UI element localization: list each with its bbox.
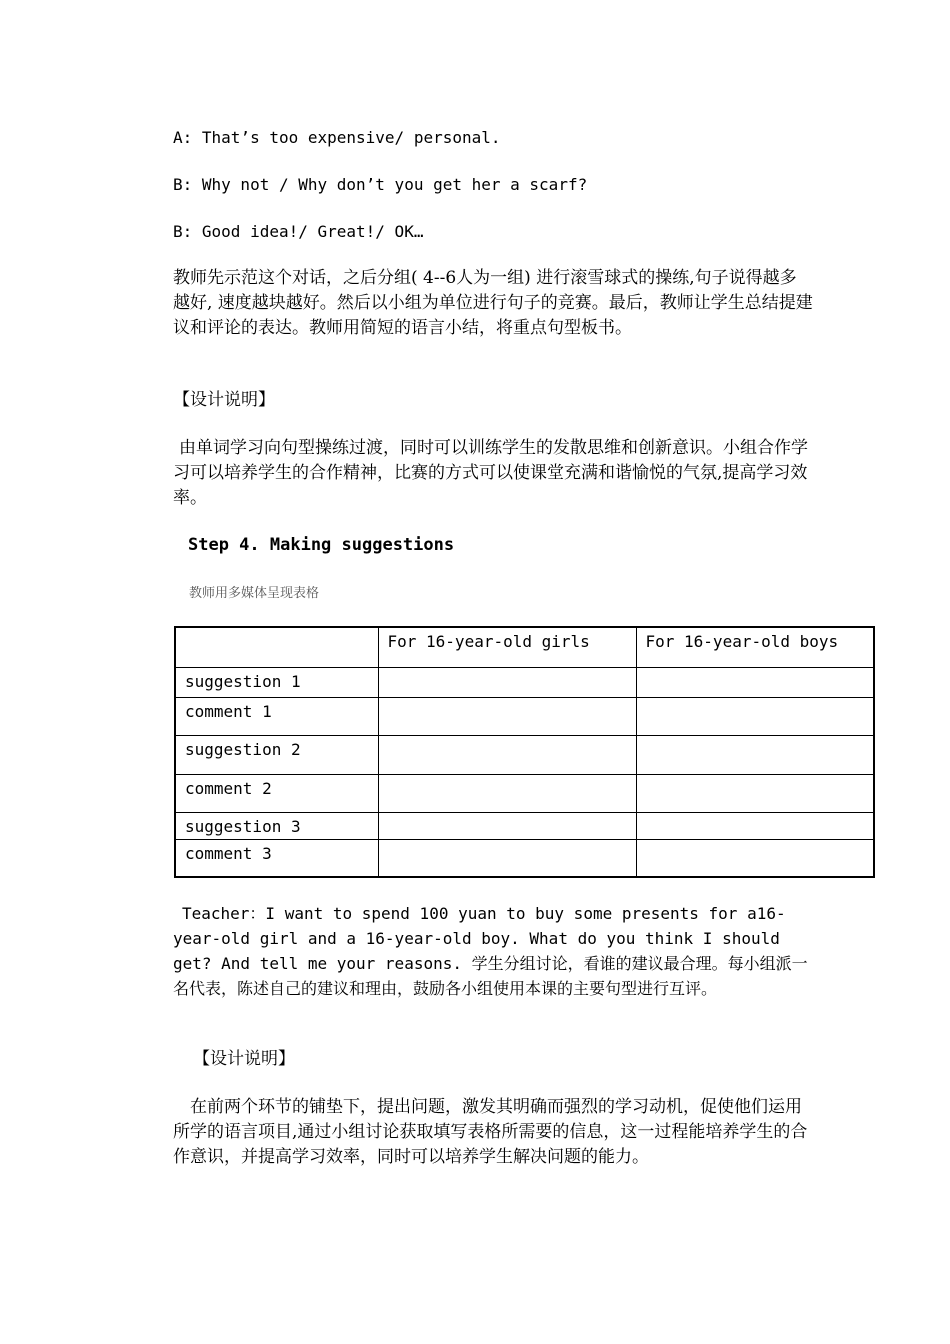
- table-cell: comment 1: [175, 697, 378, 735]
- table-cell: [636, 697, 874, 735]
- table-cell: [378, 839, 636, 877]
- table-row: [175, 697, 874, 735]
- teacher-paragraph: Teacher：I want to spend 100 yuan to buy some presents for a16-year-old girl and a 16-year-old boy. What do you think I should get? And tell me your reasons. 学生分组讨论，看谁的建议最合理。每小组派一名代表，陈述自己的建议和理由，鼓励各小组使用本课的主要句型进行互评。: [173, 904, 808, 998]
- table-row: [175, 667, 874, 697]
- table-row: [175, 774, 874, 812]
- suggestions-table: [174, 626, 875, 878]
- table-cell: [378, 774, 636, 812]
- step4-caption: 教师用多媒体呈现表格: [189, 586, 320, 601]
- dialogue-line-1: A: That’s too expensive/ personal.: [173, 128, 501, 147]
- teacher-demo-paragraph: 教师先示范这个对话，之后分组( 4--6人为一组) 进行滚雪球式的操练,句子说得越多越好, 速度越块越好。然后以小组为单位进行句子的竞赛。最后，教师让学生总结提建议和评论的表达。教师用简短的语言小结，将重点句型板书。: [173, 268, 813, 338]
- table-row: [175, 735, 874, 774]
- table-cell: suggestion 3: [175, 812, 378, 839]
- table-cell: [378, 735, 636, 774]
- table-header-row: [175, 627, 874, 667]
- dialogue-line-3: B: Good idea!/ Great!/ OK…: [173, 222, 424, 241]
- table-cell: [378, 667, 636, 697]
- table-header-cell: For 16-year-old boys: [636, 627, 874, 667]
- table-cell: [636, 812, 874, 839]
- table-cell: comment 3: [175, 839, 378, 877]
- design-note-1-body: 由单词学习向句型操练过渡，同时可以训练学生的发散思维和创新意识。小组合作学习可以培养学生的合作精神，比赛的方式可以使课堂充满和谐愉悦的气氛,提高学习效率。: [173, 438, 808, 508]
- table-cell: suggestion 2: [175, 735, 378, 774]
- table-cell: [636, 839, 874, 877]
- design-note-1-heading: 【设计说明】: [173, 390, 275, 410]
- table-cell: comment 2: [175, 774, 378, 812]
- table-cell: [378, 812, 636, 839]
- dialogue-line-2: B: Why not / Why don’t you get her a scarf?: [173, 175, 588, 194]
- table-cell: suggestion 1: [175, 667, 378, 697]
- table-header-cell: For 16-year-old girls: [378, 627, 636, 667]
- table-cell: [636, 774, 874, 812]
- table-cell: [378, 697, 636, 735]
- table-header-cell: [175, 627, 378, 667]
- table-row: [175, 839, 874, 877]
- design-note-2-body: 在前两个环节的铺垫下，提出问题，激发其明确而强烈的学习动机，促使他们运用所学的语言项目,通过小组讨论获取填写表格所需要的信息，这一过程能培养学生的合作意识，并提高学习效率，同时可以培养学生解决问题的能力。: [173, 1097, 808, 1167]
- table-row: [175, 812, 874, 839]
- design-note-2-heading: 【设计说明】: [193, 1049, 295, 1069]
- table-cell: [636, 667, 874, 697]
- table-cell: [636, 735, 874, 774]
- step4-heading: Step 4. Making suggestions: [188, 535, 455, 555]
